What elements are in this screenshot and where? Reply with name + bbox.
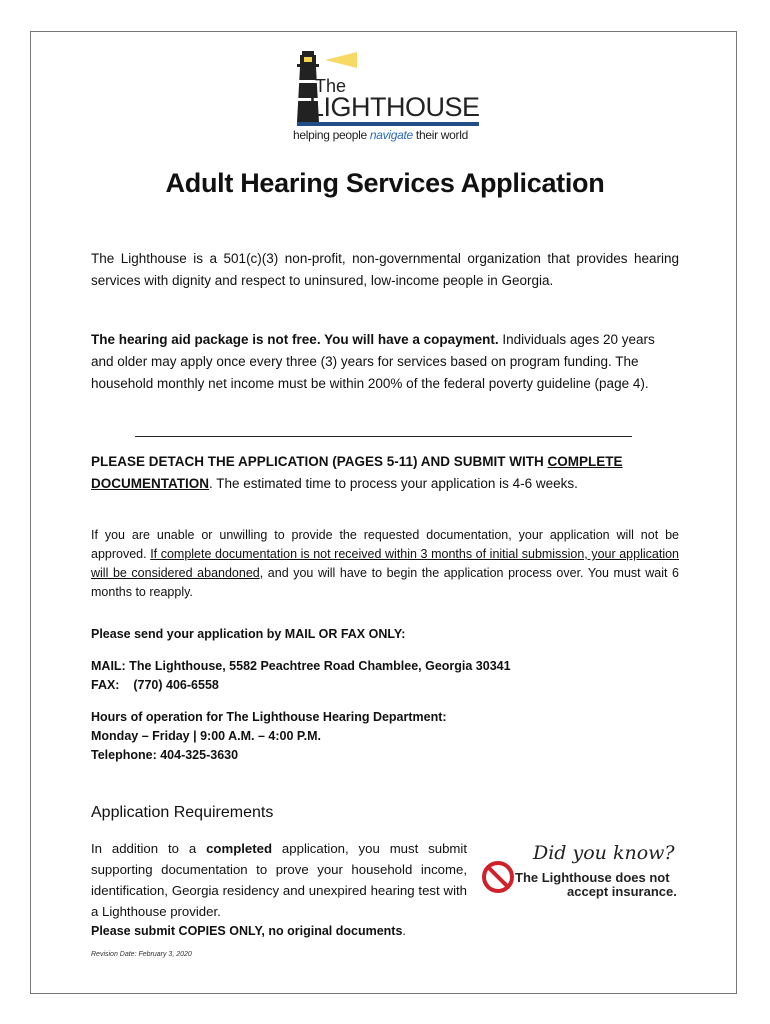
hours-days: Monday – Friday | 9:00 A.M. – 4:00 P.M. <box>91 729 321 743</box>
requirements-heading: Application Requirements <box>91 804 274 821</box>
did-you-know-line2: accept insurance. <box>567 884 677 899</box>
no-symbol-icon <box>481 860 515 894</box>
detach-paragraph: PLEASE DETACH THE APPLICATION (PAGES 5-11) AND SUBMIT WITH COMPLETE DOCUMENTATION. The estimated time to process your application is 4-6 weeks. <box>91 454 623 491</box>
logo-name: LIGHTHOUSE <box>309 92 480 122</box>
did-you-know-callout <box>481 842 686 902</box>
telephone: Telephone: 404-325-3630 <box>91 748 239 762</box>
mail-address: MAIL: The Lighthouse, 5582 Peachtree Road Chamblee, Georgia 30341 <box>91 659 511 673</box>
logo-tagline: helping people navigate their world <box>293 128 468 142</box>
requirements-paragraph: In addition to a completed application, you must submit supporting documentation to prove your household income, identification, Georgia residency and unexpired hearing test with a Lighthouse provider. <box>91 841 467 919</box>
revision-date: Revision Date: February 3, 2020 <box>91 951 192 958</box>
divider <box>135 436 632 437</box>
copay-paragraph: The hearing aid package is not free. You will have a copayment. Individuals ages 20 years and older may apply once every three (3) years for services based on program funding. The household monthly net income must be within 200% of the federal poverty guideline (page 4). <box>91 332 655 391</box>
send-instructions: Please send your application by MAIL OR FAX ONLY: <box>91 627 406 641</box>
copies-note: Please submit COPIES ONLY, no original documents. <box>91 924 406 938</box>
did-you-know-line1: The Lighthouse does not <box>515 870 670 885</box>
lighthouse-logo <box>285 46 485 146</box>
hours-heading: Hours of operation for The Lighthouse Hearing Department: <box>91 710 447 724</box>
fax-number: FAX: (770) 406-6558 <box>91 678 219 692</box>
logo-underline <box>297 122 479 126</box>
did-you-know-title: Did you know? <box>533 842 675 864</box>
page-title: Adult Hearing Services Application <box>165 168 605 198</box>
unable-paragraph: If you are unable or unwilling to provide the requested documentation, your application will not be approved. If complete documentation is not received within 3 months of initial submission, your application will be considered abandoned, and you will have to begin the application process over. You must wait 6 months to reapply. <box>91 528 679 599</box>
logo-the: The <box>315 76 347 96</box>
intro-paragraph: The Lighthouse is a 501(c)(3) non-profit, non-governmental organization that provides hearing services with dignity and respect to uninsured, low-income people in Georgia. <box>91 251 679 288</box>
